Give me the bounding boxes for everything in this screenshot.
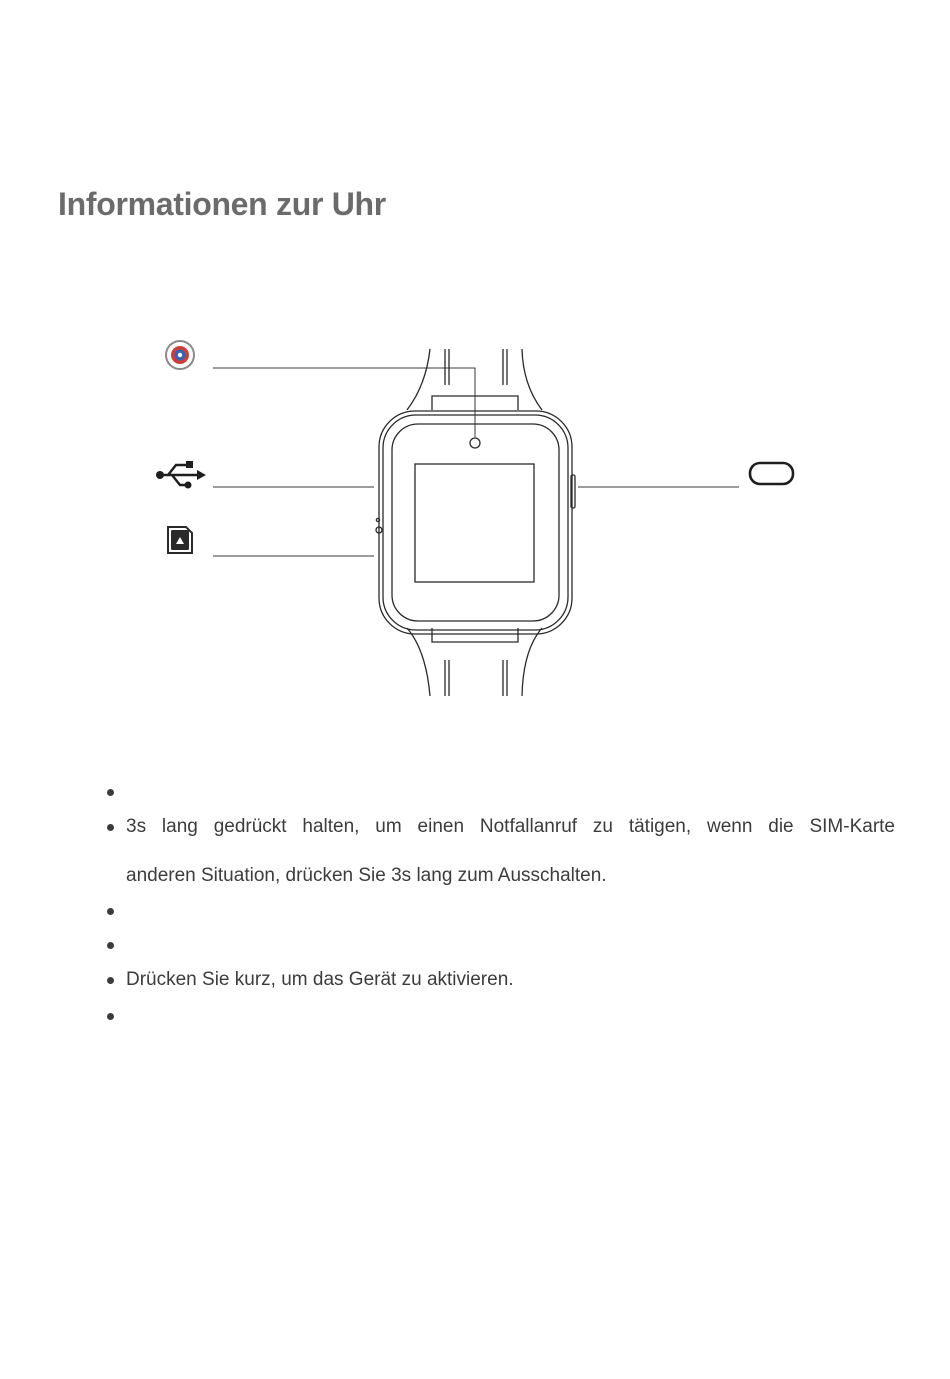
bullet-text: Drücken Sie kurz, um das Gerät zu aktivieren.	[126, 969, 514, 990]
bullet-text: 3s lang gedrückt halten, um einen Notfallanruf zu tätigen, wenn die SIM-Karte	[126, 816, 895, 837]
bullet-dot	[107, 908, 114, 915]
bullet-dot	[107, 824, 114, 831]
page-title: Informationen zur Uhr	[58, 186, 386, 222]
bullet-dot	[107, 977, 114, 984]
bullet-text-continuation: anderen Situation, drücken Sie 3s lang zum Ausschalten.	[126, 865, 607, 886]
camera-lens-icon	[166, 341, 194, 369]
bullet-dot	[107, 789, 114, 796]
bullet-dot	[107, 942, 114, 949]
sim-card-icon	[168, 527, 192, 553]
bullet-dot	[107, 1013, 114, 1020]
usb-icon	[156, 461, 206, 489]
power-button-icon	[750, 463, 793, 484]
